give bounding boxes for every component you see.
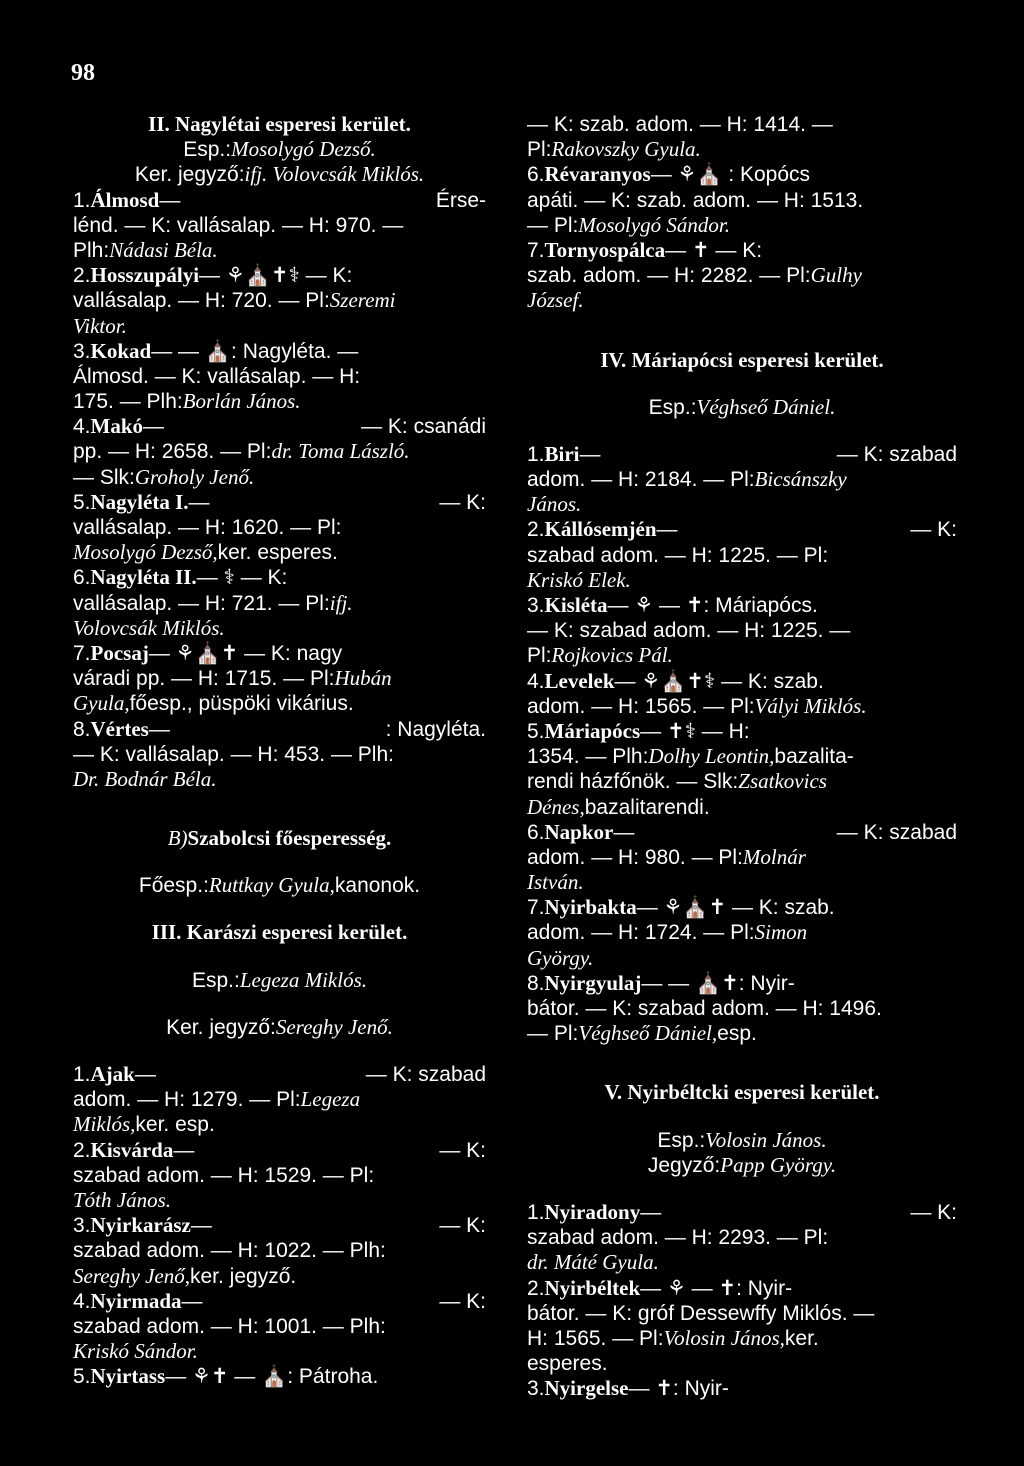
- text-segment: Bicsánszky: [754, 467, 847, 492]
- text-segment: V. Nyirbéltcki esperesi kerület.: [604, 1080, 880, 1105]
- text-segment: Legeza: [300, 1087, 361, 1112]
- text-line: [73, 1062, 486, 1087]
- text-line: [73, 515, 486, 540]
- text-segment: Véghseő Dániel.: [696, 394, 836, 419]
- text-segment: 6.: [73, 566, 91, 590]
- text-line: [73, 1163, 486, 1188]
- text-segment: Dolhy Leontin,: [648, 744, 775, 769]
- text-segment: dr. Máté Gyula.: [527, 1250, 659, 1275]
- text-line: [527, 543, 957, 568]
- text-segment: Ker. jegyző:: [166, 1015, 276, 1039]
- text-segment: Sereghy Jenő,: [73, 1263, 190, 1288]
- text-segment: 1354. — Plh:: [527, 745, 649, 769]
- text-segment: — ⚘⛪✝ — K: szab.: [636, 896, 835, 920]
- text-segment: Molnár: [742, 844, 806, 869]
- text-line: [527, 467, 957, 492]
- text-segment: Tóth János.: [73, 1187, 172, 1212]
- text-segment: Nádasi Béla.: [109, 237, 218, 262]
- text-segment: — Pl:: [527, 213, 579, 237]
- text-line: [527, 669, 957, 694]
- text-segment: apáti. — K: szab. adom. — H: 1513.: [527, 188, 864, 212]
- text-segment: —: [173, 1138, 195, 1162]
- text-line: [527, 1080, 957, 1105]
- text-line: [527, 694, 957, 719]
- text-segment: 6.: [527, 163, 545, 187]
- text-line: [527, 1225, 957, 1250]
- text-segment: Ker. jegyző:: [134, 163, 245, 187]
- text-segment: Álmosd: [90, 187, 160, 212]
- text-line: [73, 1264, 486, 1289]
- text-segment: 4.: [527, 669, 545, 693]
- text-segment: —: [656, 518, 678, 542]
- text-segment: —: [613, 820, 635, 844]
- text-segment: — ⚘⛪✝⚕ — K:: [199, 264, 353, 288]
- text-segment: —: [143, 415, 165, 439]
- text-line: [527, 593, 957, 618]
- text-segment: bazalita-: [774, 745, 854, 769]
- text-line: [527, 1200, 957, 1225]
- text-line: [73, 238, 486, 263]
- text-segment: 3.: [527, 1377, 545, 1401]
- text-segment: — K: szabad: [836, 820, 957, 844]
- text-line: [73, 288, 486, 313]
- text-segment: István.: [527, 870, 584, 895]
- text-segment: — K:: [910, 518, 957, 542]
- text-segment: Pocsaj: [90, 640, 149, 665]
- text-line: [527, 442, 957, 467]
- text-line: [73, 1339, 486, 1364]
- text-segment: 1.: [73, 188, 91, 212]
- text-segment: 2.: [73, 1138, 91, 1162]
- text-segment: ker.: [784, 1326, 819, 1350]
- text-segment: Kisvárda: [90, 1137, 174, 1162]
- text-segment: Nagyléta II.: [90, 565, 197, 590]
- text-line: [73, 1364, 486, 1389]
- text-line: [73, 920, 486, 945]
- text-segment: Nyirmada: [90, 1288, 182, 1313]
- text-segment: Nyirbakta: [544, 895, 637, 920]
- text-segment: György.: [527, 945, 594, 970]
- text-segment: Kriskó Elek.: [527, 567, 631, 592]
- text-line: [73, 717, 486, 742]
- text-line: [527, 1301, 957, 1326]
- text-segment: Napkor: [544, 819, 614, 844]
- text-segment: Érse-: [435, 188, 486, 212]
- text-line: [527, 895, 957, 920]
- text-line: [73, 364, 486, 389]
- text-line: [527, 946, 957, 971]
- text-segment: Nyirgyulaj: [544, 970, 642, 995]
- text-segment: Nyirkarász: [90, 1213, 191, 1238]
- text-line: [73, 213, 486, 238]
- text-line: [73, 1188, 486, 1213]
- text-segment: ker. esperes.: [217, 541, 338, 565]
- text-line: [527, 263, 957, 288]
- text-line: [73, 490, 486, 515]
- text-segment: kanonok.: [334, 874, 421, 898]
- text-line: [527, 1276, 957, 1301]
- text-segment: Legeza Miklós.: [239, 967, 367, 992]
- text-segment: adom. — H: 1724. — Pl:: [527, 921, 755, 945]
- text-line: [73, 767, 486, 792]
- text-line: [527, 1351, 957, 1376]
- text-segment: szabad adom. — H: 1001. — Plh:: [73, 1314, 386, 1338]
- text-line: [73, 616, 486, 641]
- text-segment: Mosolygó Sándor.: [578, 212, 731, 237]
- text-line: [73, 112, 486, 137]
- text-segment: szabad adom. — H: 1225. — Pl:: [527, 543, 829, 567]
- text-segment: Vályi Miklós.: [754, 693, 867, 718]
- text-segment: Rojkovics Pál.: [551, 643, 673, 668]
- text-segment: Álmosd. — K: vallásalap. — H:: [73, 364, 361, 388]
- text-line: [73, 465, 486, 490]
- text-segment: — ⚘ — ✝: Máriapócs.: [607, 594, 818, 617]
- text-segment: —: [181, 1289, 203, 1313]
- text-segment: főesp., püspöki vikárius.: [129, 692, 354, 716]
- text-segment: Papp György.: [720, 1152, 837, 1177]
- text-line: [73, 1015, 486, 1040]
- text-segment: 2.: [73, 264, 91, 288]
- text-segment: Dénes,: [527, 794, 585, 819]
- text-segment: 2.: [527, 1276, 545, 1300]
- text-segment: — ✝ — K:: [665, 238, 763, 262]
- text-line: [73, 591, 486, 616]
- text-segment: Mosolygó Dezső,: [73, 540, 218, 565]
- text-segment: Sereghy Jenő.: [275, 1014, 393, 1039]
- text-line: [73, 1314, 486, 1339]
- text-segment: 7.: [527, 238, 545, 262]
- text-line: [73, 389, 486, 414]
- text-segment: esp.: [717, 1022, 757, 1046]
- text-line: [73, 1289, 486, 1314]
- text-line: [73, 339, 486, 364]
- text-segment: — ⚘⛪✝ — K: nagy: [148, 641, 343, 665]
- text-segment: Esp.:: [648, 395, 697, 419]
- text-segment: III. Karászi esperesi kerület.: [151, 920, 408, 945]
- text-segment: Szeremi: [329, 288, 396, 313]
- text-segment: Ajak: [90, 1062, 135, 1086]
- text-segment: Gyula,: [73, 691, 130, 716]
- text-line: [73, 1238, 486, 1263]
- text-segment: Viktor.: [73, 313, 127, 338]
- text-line: [73, 691, 486, 716]
- text-segment: Hubán: [334, 666, 392, 691]
- text-segment: lénd. — K: vallásalap. — H: 970. —: [73, 213, 404, 237]
- text-segment: : Nagyléta.: [385, 717, 486, 741]
- page-number: 98: [71, 60, 95, 86]
- text-segment: ker. jegyző.: [190, 1264, 297, 1288]
- text-segment: — K:: [439, 490, 486, 514]
- text-segment: Miklós,: [73, 1112, 136, 1137]
- text-segment: 8.: [527, 971, 545, 995]
- text-segment: ker. esp.: [135, 1113, 215, 1137]
- text-line: [73, 666, 486, 691]
- text-segment: — — ⛪✝: Nyir-: [641, 971, 795, 995]
- text-segment: János.: [527, 492, 582, 517]
- text-segment: 4.: [73, 1289, 91, 1313]
- text-segment: Volovcsák Miklós.: [73, 615, 225, 640]
- text-line: [527, 618, 957, 643]
- text-segment: bazalitarendi.: [584, 795, 710, 819]
- text-line: [527, 1021, 957, 1046]
- text-segment: bátor. — K: szabad adom. — H: 1496.: [527, 997, 882, 1020]
- text-segment: — K: szabad: [836, 442, 957, 466]
- text-segment: váradi pp. — H: 1715. — Pl:: [73, 667, 335, 691]
- text-segment: — Pl:: [527, 1022, 579, 1046]
- text-segment: 2.: [527, 518, 545, 542]
- text-segment: IV. Máriapócsi esperesi kerület.: [600, 347, 884, 372]
- text-segment: dr. Toma László.: [271, 439, 410, 464]
- text-segment: vallásalap. — H: 1620. — Pl:: [73, 516, 342, 539]
- text-line: [73, 137, 486, 162]
- text-segment: Rakovszky Gyula.: [551, 137, 701, 162]
- text-line: [527, 288, 957, 313]
- text-segment: 5.: [73, 490, 91, 514]
- text-segment: 6.: [527, 820, 545, 844]
- text-segment: szab. adom. — H: 2282. — Pl:: [527, 264, 811, 288]
- text-line: [73, 540, 486, 565]
- text-line: [73, 968, 486, 993]
- text-segment: — Slk:: [73, 465, 135, 489]
- text-line: [73, 1112, 486, 1137]
- text-segment: esperes.: [527, 1352, 608, 1376]
- text-segment: B): [167, 826, 188, 851]
- text-segment: II. Nagylétai esperesi kerület.: [148, 112, 411, 136]
- text-segment: Volosin János.: [705, 1127, 827, 1152]
- text-segment: vallásalap. — H: 721. — Pl:: [73, 591, 330, 615]
- text-line: [527, 1153, 957, 1178]
- text-segment: — K:: [910, 1200, 957, 1224]
- text-segment: —: [190, 1214, 212, 1238]
- text-segment: — K: csanádi: [361, 415, 486, 439]
- text-segment: 7.: [527, 896, 545, 920]
- text-line: [73, 565, 486, 590]
- text-line: [73, 826, 486, 851]
- text-line: [527, 719, 957, 744]
- text-line: [73, 1087, 486, 1112]
- text-line: [527, 137, 957, 162]
- text-segment: pp. — H: 2658. — Pl:: [73, 440, 272, 464]
- text-line: [73, 641, 486, 666]
- text-segment: — ⚕ — K:: [196, 566, 288, 590]
- text-line: [527, 238, 957, 263]
- text-segment: Makó: [90, 414, 144, 439]
- text-line: [527, 971, 957, 996]
- text-segment: Gulhy: [810, 263, 862, 288]
- text-segment: 1.: [527, 1200, 545, 1224]
- text-segment: szabad adom. — H: 1529. — Pl:: [73, 1163, 375, 1187]
- text-segment: Esp.:: [183, 138, 232, 162]
- right-column: [527, 112, 957, 1401]
- text-segment: vallásalap. — H: 720. — Pl:: [73, 289, 330, 313]
- text-line: [527, 517, 957, 542]
- text-segment: Esp.:: [191, 968, 240, 992]
- text-line: [527, 643, 957, 668]
- text-segment: 175. — Plh:: [73, 390, 183, 414]
- text-line: [527, 996, 957, 1021]
- text-segment: 1.: [73, 1063, 91, 1086]
- text-segment: — K: szab. adom. — H: 1414. —: [527, 113, 833, 136]
- text-segment: Hosszupályi: [90, 263, 200, 288]
- text-line: [527, 1250, 957, 1275]
- text-line: [527, 769, 957, 794]
- text-segment: Kállósemjén: [544, 517, 657, 542]
- text-line: [527, 213, 957, 238]
- text-segment: — K:: [439, 1214, 486, 1238]
- text-line: [527, 162, 957, 187]
- text-segment: — K: szabad adom. — H: 1225. —: [527, 619, 851, 643]
- text-segment: —: [640, 1200, 662, 1224]
- text-segment: Dr. Bodnár Béla.: [73, 766, 217, 791]
- text-segment: — ✝⚕ — H:: [640, 719, 750, 743]
- text-segment: adom. — H: 1565. — Pl:: [527, 694, 755, 718]
- text-line: [73, 314, 486, 339]
- text-segment: Nyirbéltek: [544, 1275, 641, 1300]
- text-segment: bátor. — K: gróf Dessewffy Miklós. —: [527, 1301, 875, 1325]
- text-line: [73, 414, 486, 439]
- text-segment: adom. — H: 2184. — Pl:: [527, 468, 755, 492]
- text-segment: Kriskó Sándor.: [73, 1339, 198, 1364]
- text-line: [527, 845, 957, 870]
- text-segment: —: [188, 490, 210, 514]
- text-line: [527, 820, 957, 845]
- text-segment: Borlán János.: [182, 389, 301, 414]
- text-segment: — ✝: Nyir-: [628, 1377, 729, 1401]
- text-segment: Groholy Jenő.: [134, 464, 255, 489]
- text-segment: Vértes: [90, 716, 149, 741]
- text-segment: József.: [527, 288, 584, 313]
- text-segment: —: [159, 188, 181, 212]
- text-line: [73, 742, 486, 767]
- text-segment: 1.: [527, 442, 545, 466]
- text-line: [527, 795, 957, 820]
- text-segment: — K: vallásalap. — H: 453. — Plh:: [73, 742, 394, 766]
- text-line: [527, 1128, 957, 1153]
- text-segment: 3.: [527, 594, 545, 617]
- text-segment: —: [148, 717, 170, 741]
- text-segment: szabad adom. — H: 1022. — Plh:: [73, 1239, 386, 1263]
- text-segment: 3.: [73, 1214, 91, 1238]
- text-segment: — K: szabad: [365, 1063, 486, 1086]
- text-segment: 5.: [73, 1365, 91, 1389]
- text-segment: Jegyző:: [647, 1153, 721, 1177]
- text-segment: Pl:: [527, 138, 552, 162]
- text-segment: —: [579, 442, 601, 466]
- text-segment: Révaranyos: [544, 162, 651, 187]
- text-segment: — ⚘✝ — ⛪: Pátroha.: [165, 1365, 379, 1389]
- text-line: [73, 439, 486, 464]
- text-line: [527, 112, 957, 137]
- text-line: [527, 1376, 957, 1401]
- text-segment: 5.: [527, 719, 545, 743]
- text-segment: adom. — H: 1279. — Pl:: [73, 1088, 301, 1112]
- text-segment: Volosin János,: [663, 1325, 785, 1350]
- text-segment: Biri: [544, 441, 580, 466]
- text-segment: Levelek: [544, 668, 615, 693]
- text-segment: Kisléta: [544, 593, 608, 617]
- text-segment: Esp.:: [657, 1128, 706, 1152]
- left-column: [73, 112, 486, 1389]
- text-line: [527, 1326, 957, 1351]
- text-line: [527, 395, 957, 420]
- text-segment: — — ⛪: Nagyléta. —: [151, 339, 359, 363]
- text-segment: Nyiradony: [544, 1199, 641, 1224]
- text-segment: adom. — H: 980. — Pl:: [527, 845, 743, 869]
- text-segment: 8.: [73, 717, 91, 741]
- text-segment: szabad adom. — H: 2293. — Pl:: [527, 1226, 829, 1250]
- text-segment: Véghseő Dániel,: [578, 1021, 718, 1046]
- text-segment: rendi házfőnök. — Slk:: [527, 770, 739, 794]
- text-segment: — ⚘⛪✝⚕ — K: szab.: [614, 669, 824, 693]
- text-segment: Főesp.:: [138, 874, 209, 898]
- text-segment: ifj.: [329, 590, 353, 615]
- text-segment: Mosolygó Dezső.: [231, 137, 376, 162]
- text-segment: — ⚘⛪ : Kopócs: [650, 163, 811, 187]
- text-segment: — ⚘ — ✝: Nyir-: [640, 1276, 793, 1300]
- text-line: [73, 873, 486, 898]
- text-segment: Nyirtass: [90, 1364, 166, 1389]
- text-line: [73, 1213, 486, 1238]
- text-segment: Kokad: [90, 338, 152, 363]
- text-segment: Tornyospálca: [544, 237, 666, 262]
- text-line: [73, 1138, 486, 1163]
- text-line: [527, 492, 957, 517]
- text-line: [73, 188, 486, 213]
- text-segment: Zsatkovics: [738, 769, 827, 794]
- text-line: [527, 568, 957, 593]
- text-line: [527, 744, 957, 769]
- text-line: [527, 188, 957, 213]
- text-segment: Szabolcsi főesperesség.: [187, 826, 392, 851]
- text-segment: 3.: [73, 339, 91, 363]
- text-segment: — K:: [439, 1138, 486, 1162]
- text-segment: 7.: [73, 641, 91, 665]
- text-line: [527, 920, 957, 945]
- text-segment: Máriapócs: [544, 718, 641, 743]
- text-line: [527, 870, 957, 895]
- text-segment: — K:: [439, 1289, 486, 1313]
- text-segment: 4.: [73, 415, 91, 439]
- text-line: [73, 263, 486, 288]
- text-segment: ifj. Volovcsák Miklós.: [244, 162, 425, 187]
- text-segment: Nagyléta I.: [90, 489, 189, 514]
- text-segment: Nyirgelse: [544, 1376, 629, 1401]
- text-segment: Plh:: [73, 238, 110, 262]
- text-segment: Pl:: [527, 644, 552, 668]
- text-segment: H: 1565. — Pl:: [527, 1326, 664, 1350]
- text-line: [73, 162, 486, 187]
- text-segment: —: [134, 1063, 156, 1086]
- text-segment: Simon: [754, 920, 808, 945]
- text-segment: Ruttkay Gyula,: [208, 873, 335, 898]
- text-line: [527, 348, 957, 373]
